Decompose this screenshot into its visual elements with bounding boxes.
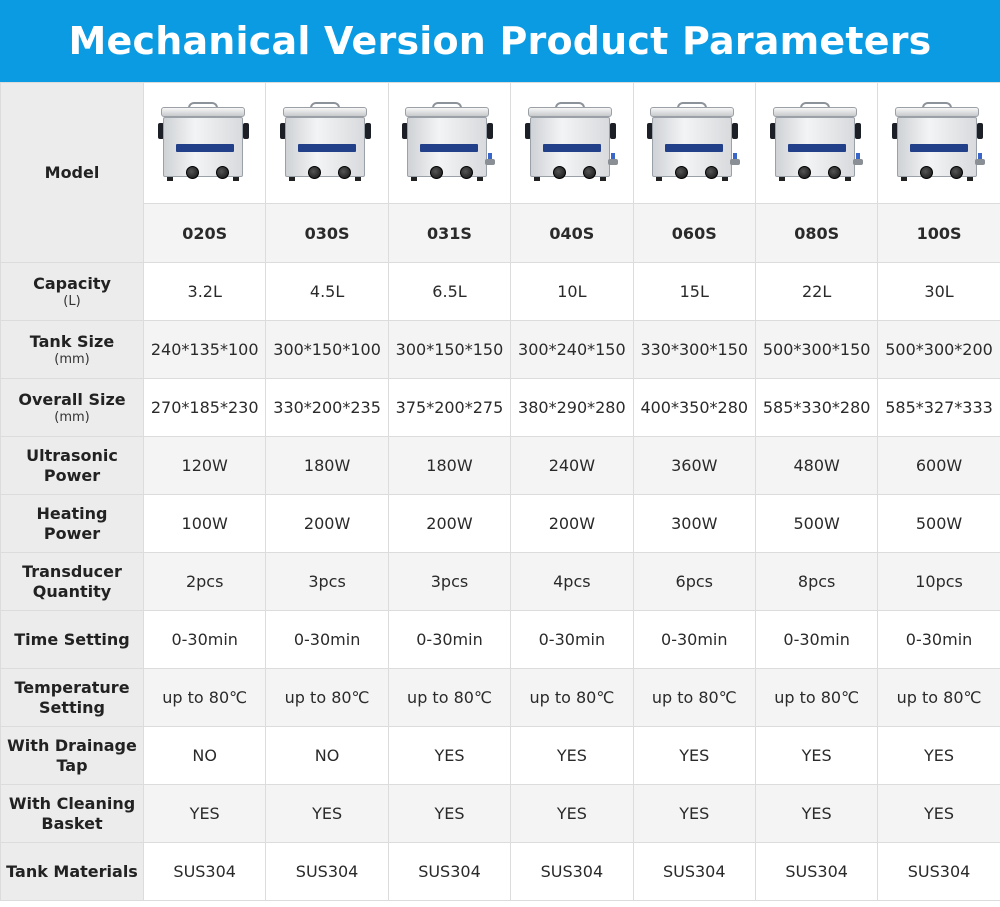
capacity-value: 10L bbox=[511, 263, 633, 321]
tank-material-value: SUS304 bbox=[633, 843, 755, 901]
tank-size-value: 330*300*150 bbox=[633, 321, 755, 379]
product-image-cell bbox=[266, 83, 388, 204]
capacity-value: 4.5L bbox=[266, 263, 388, 321]
ultrasonic-power-value: 480W bbox=[755, 437, 877, 495]
ultrasonic-cleaner-image bbox=[277, 101, 377, 185]
model-code: 020S bbox=[144, 204, 266, 263]
tank-material-value: SUS304 bbox=[878, 843, 1000, 901]
capacity-value: 15L bbox=[633, 263, 755, 321]
transducer-quantity-label: Transducer Quantity bbox=[1, 553, 144, 611]
capacity-value: 6.5L bbox=[388, 263, 510, 321]
time-setting-value: 0-30min bbox=[755, 611, 877, 669]
temperature-value: up to 80℃ bbox=[878, 669, 1000, 727]
page-title: Mechanical Version Product Parameters bbox=[68, 19, 932, 63]
time-setting-row bbox=[1, 611, 1000, 669]
heating-power-value: 300W bbox=[633, 495, 755, 553]
heating-power-value: 500W bbox=[755, 495, 877, 553]
tank-size-value: 500*300*200 bbox=[878, 321, 1000, 379]
heating-power-value: 500W bbox=[878, 495, 1000, 553]
product-image-cell bbox=[144, 83, 266, 204]
model-row bbox=[1, 204, 1000, 263]
cleaning-basket-value: YES bbox=[755, 785, 877, 843]
ultrasonic-power-value: 120W bbox=[144, 437, 266, 495]
product-image-cell bbox=[388, 83, 510, 204]
drainage-tap-row bbox=[1, 727, 1000, 785]
tank-size-value: 300*150*100 bbox=[266, 321, 388, 379]
overall-size-value: 400*350*280 bbox=[633, 379, 755, 437]
temperature-setting-row bbox=[1, 669, 1000, 727]
temperature-value: up to 80℃ bbox=[633, 669, 755, 727]
ultrasonic-cleaner-image bbox=[399, 101, 499, 185]
cleaning-basket-value: YES bbox=[144, 785, 266, 843]
transducer-qty-value: 3pcs bbox=[388, 553, 510, 611]
product-image-cell bbox=[511, 83, 633, 204]
ultrasonic-cleaner-image bbox=[767, 101, 867, 185]
overall-size-value: 270*185*230 bbox=[144, 379, 266, 437]
time-setting-value: 0-30min bbox=[511, 611, 633, 669]
model-code: 060S bbox=[633, 204, 755, 263]
temperature-value: up to 80℃ bbox=[388, 669, 510, 727]
time-setting-value: 0-30min bbox=[266, 611, 388, 669]
temperature-value: up to 80℃ bbox=[755, 669, 877, 727]
capacity-value: 22L bbox=[755, 263, 877, 321]
overall-size-value: 375*200*275 bbox=[388, 379, 510, 437]
temperature-value: up to 80℃ bbox=[511, 669, 633, 727]
time-setting-value: 0-30min bbox=[633, 611, 755, 669]
overall-size-row bbox=[1, 379, 1000, 437]
title-banner bbox=[0, 0, 1000, 82]
tank-material-value: SUS304 bbox=[266, 843, 388, 901]
model-code: 031S bbox=[388, 204, 510, 263]
cleaning-basket-label: With Cleaning Basket bbox=[1, 785, 144, 843]
tank-size-value: 240*135*100 bbox=[144, 321, 266, 379]
cleaning-basket-value: YES bbox=[511, 785, 633, 843]
product-image-cell bbox=[878, 83, 1000, 204]
overall-size-value: 585*327*333 bbox=[878, 379, 1000, 437]
cleaning-basket-row bbox=[1, 785, 1000, 843]
model-code: 040S bbox=[511, 204, 633, 263]
drainage-tap-value: YES bbox=[388, 727, 510, 785]
image-row bbox=[1, 83, 1000, 204]
drainage-tap-value: YES bbox=[633, 727, 755, 785]
transducer-qty-value: 10pcs bbox=[878, 553, 1000, 611]
product-image-cell bbox=[755, 83, 877, 204]
tank-material-value: SUS304 bbox=[511, 843, 633, 901]
heating-power-value: 200W bbox=[511, 495, 633, 553]
ultrasonic-power-value: 600W bbox=[878, 437, 1000, 495]
capacity-label: Capacity (L) bbox=[1, 263, 144, 321]
time-setting-value: 0-30min bbox=[388, 611, 510, 669]
drainage-tap-value: NO bbox=[144, 727, 266, 785]
tank-materials-label: Tank Materials bbox=[1, 843, 144, 901]
temperature-value: up to 80℃ bbox=[144, 669, 266, 727]
drainage-tap-value: YES bbox=[511, 727, 633, 785]
tank-materials-row bbox=[1, 843, 1000, 901]
ultrasonic-cleaner-image bbox=[522, 101, 622, 185]
ultrasonic-cleaner-image bbox=[889, 101, 989, 185]
time-setting-value: 0-30min bbox=[878, 611, 1000, 669]
cleaning-basket-value: YES bbox=[266, 785, 388, 843]
drainage-tap-value: NO bbox=[266, 727, 388, 785]
tank-size-row bbox=[1, 321, 1000, 379]
ultrasonic-power-value: 240W bbox=[511, 437, 633, 495]
ultrasonic-power-value: 180W bbox=[388, 437, 510, 495]
model-code: 080S bbox=[755, 204, 877, 263]
product-image-cell bbox=[633, 83, 755, 204]
tank-size-label: Tank Size (mm) bbox=[1, 321, 144, 379]
model-code: 030S bbox=[266, 204, 388, 263]
overall-size-value: 380*290*280 bbox=[511, 379, 633, 437]
time-setting-label: Time Setting bbox=[1, 611, 144, 669]
temperature-value: up to 80℃ bbox=[266, 669, 388, 727]
transducer-qty-value: 6pcs bbox=[633, 553, 755, 611]
time-setting-value: 0-30min bbox=[144, 611, 266, 669]
drainage-tap-label: With Drainage Tap bbox=[1, 727, 144, 785]
cleaning-basket-value: YES bbox=[633, 785, 755, 843]
capacity-row bbox=[1, 263, 1000, 321]
transducer-qty-value: 8pcs bbox=[755, 553, 877, 611]
temperature-setting-label: Temperature Setting bbox=[1, 669, 144, 727]
heating-power-row bbox=[1, 495, 1000, 553]
tank-material-value: SUS304 bbox=[144, 843, 266, 901]
capacity-value: 3.2L bbox=[144, 263, 266, 321]
overall-size-label: Overall Size (mm) bbox=[1, 379, 144, 437]
ultrasonic-cleaner-image bbox=[644, 101, 744, 185]
cleaning-basket-value: YES bbox=[388, 785, 510, 843]
transducer-qty-value: 4pcs bbox=[511, 553, 633, 611]
parameters-table bbox=[0, 82, 1000, 901]
tank-material-value: SUS304 bbox=[755, 843, 877, 901]
heating-power-value: 200W bbox=[266, 495, 388, 553]
overall-size-value: 330*200*235 bbox=[266, 379, 388, 437]
tank-size-value: 500*300*150 bbox=[755, 321, 877, 379]
ultrasonic-power-label: Ultrasonic Power bbox=[1, 437, 144, 495]
heating-power-value: 200W bbox=[388, 495, 510, 553]
model-label: Model bbox=[1, 83, 144, 263]
ultrasonic-power-row bbox=[1, 437, 1000, 495]
tank-size-value: 300*150*150 bbox=[388, 321, 510, 379]
transducer-qty-value: 2pcs bbox=[144, 553, 266, 611]
tank-size-value: 300*240*150 bbox=[511, 321, 633, 379]
overall-size-value: 585*330*280 bbox=[755, 379, 877, 437]
ultrasonic-cleaner-image bbox=[155, 101, 255, 185]
transducer-qty-value: 3pcs bbox=[266, 553, 388, 611]
tank-material-value: SUS304 bbox=[388, 843, 510, 901]
ultrasonic-power-value: 360W bbox=[633, 437, 755, 495]
transducer-quantity-row bbox=[1, 553, 1000, 611]
model-code: 100S bbox=[878, 204, 1000, 263]
drainage-tap-value: YES bbox=[878, 727, 1000, 785]
heating-power-label: Heating Power bbox=[1, 495, 144, 553]
capacity-value: 30L bbox=[878, 263, 1000, 321]
cleaning-basket-value: YES bbox=[878, 785, 1000, 843]
drainage-tap-value: YES bbox=[755, 727, 877, 785]
ultrasonic-power-value: 180W bbox=[266, 437, 388, 495]
heating-power-value: 100W bbox=[144, 495, 266, 553]
